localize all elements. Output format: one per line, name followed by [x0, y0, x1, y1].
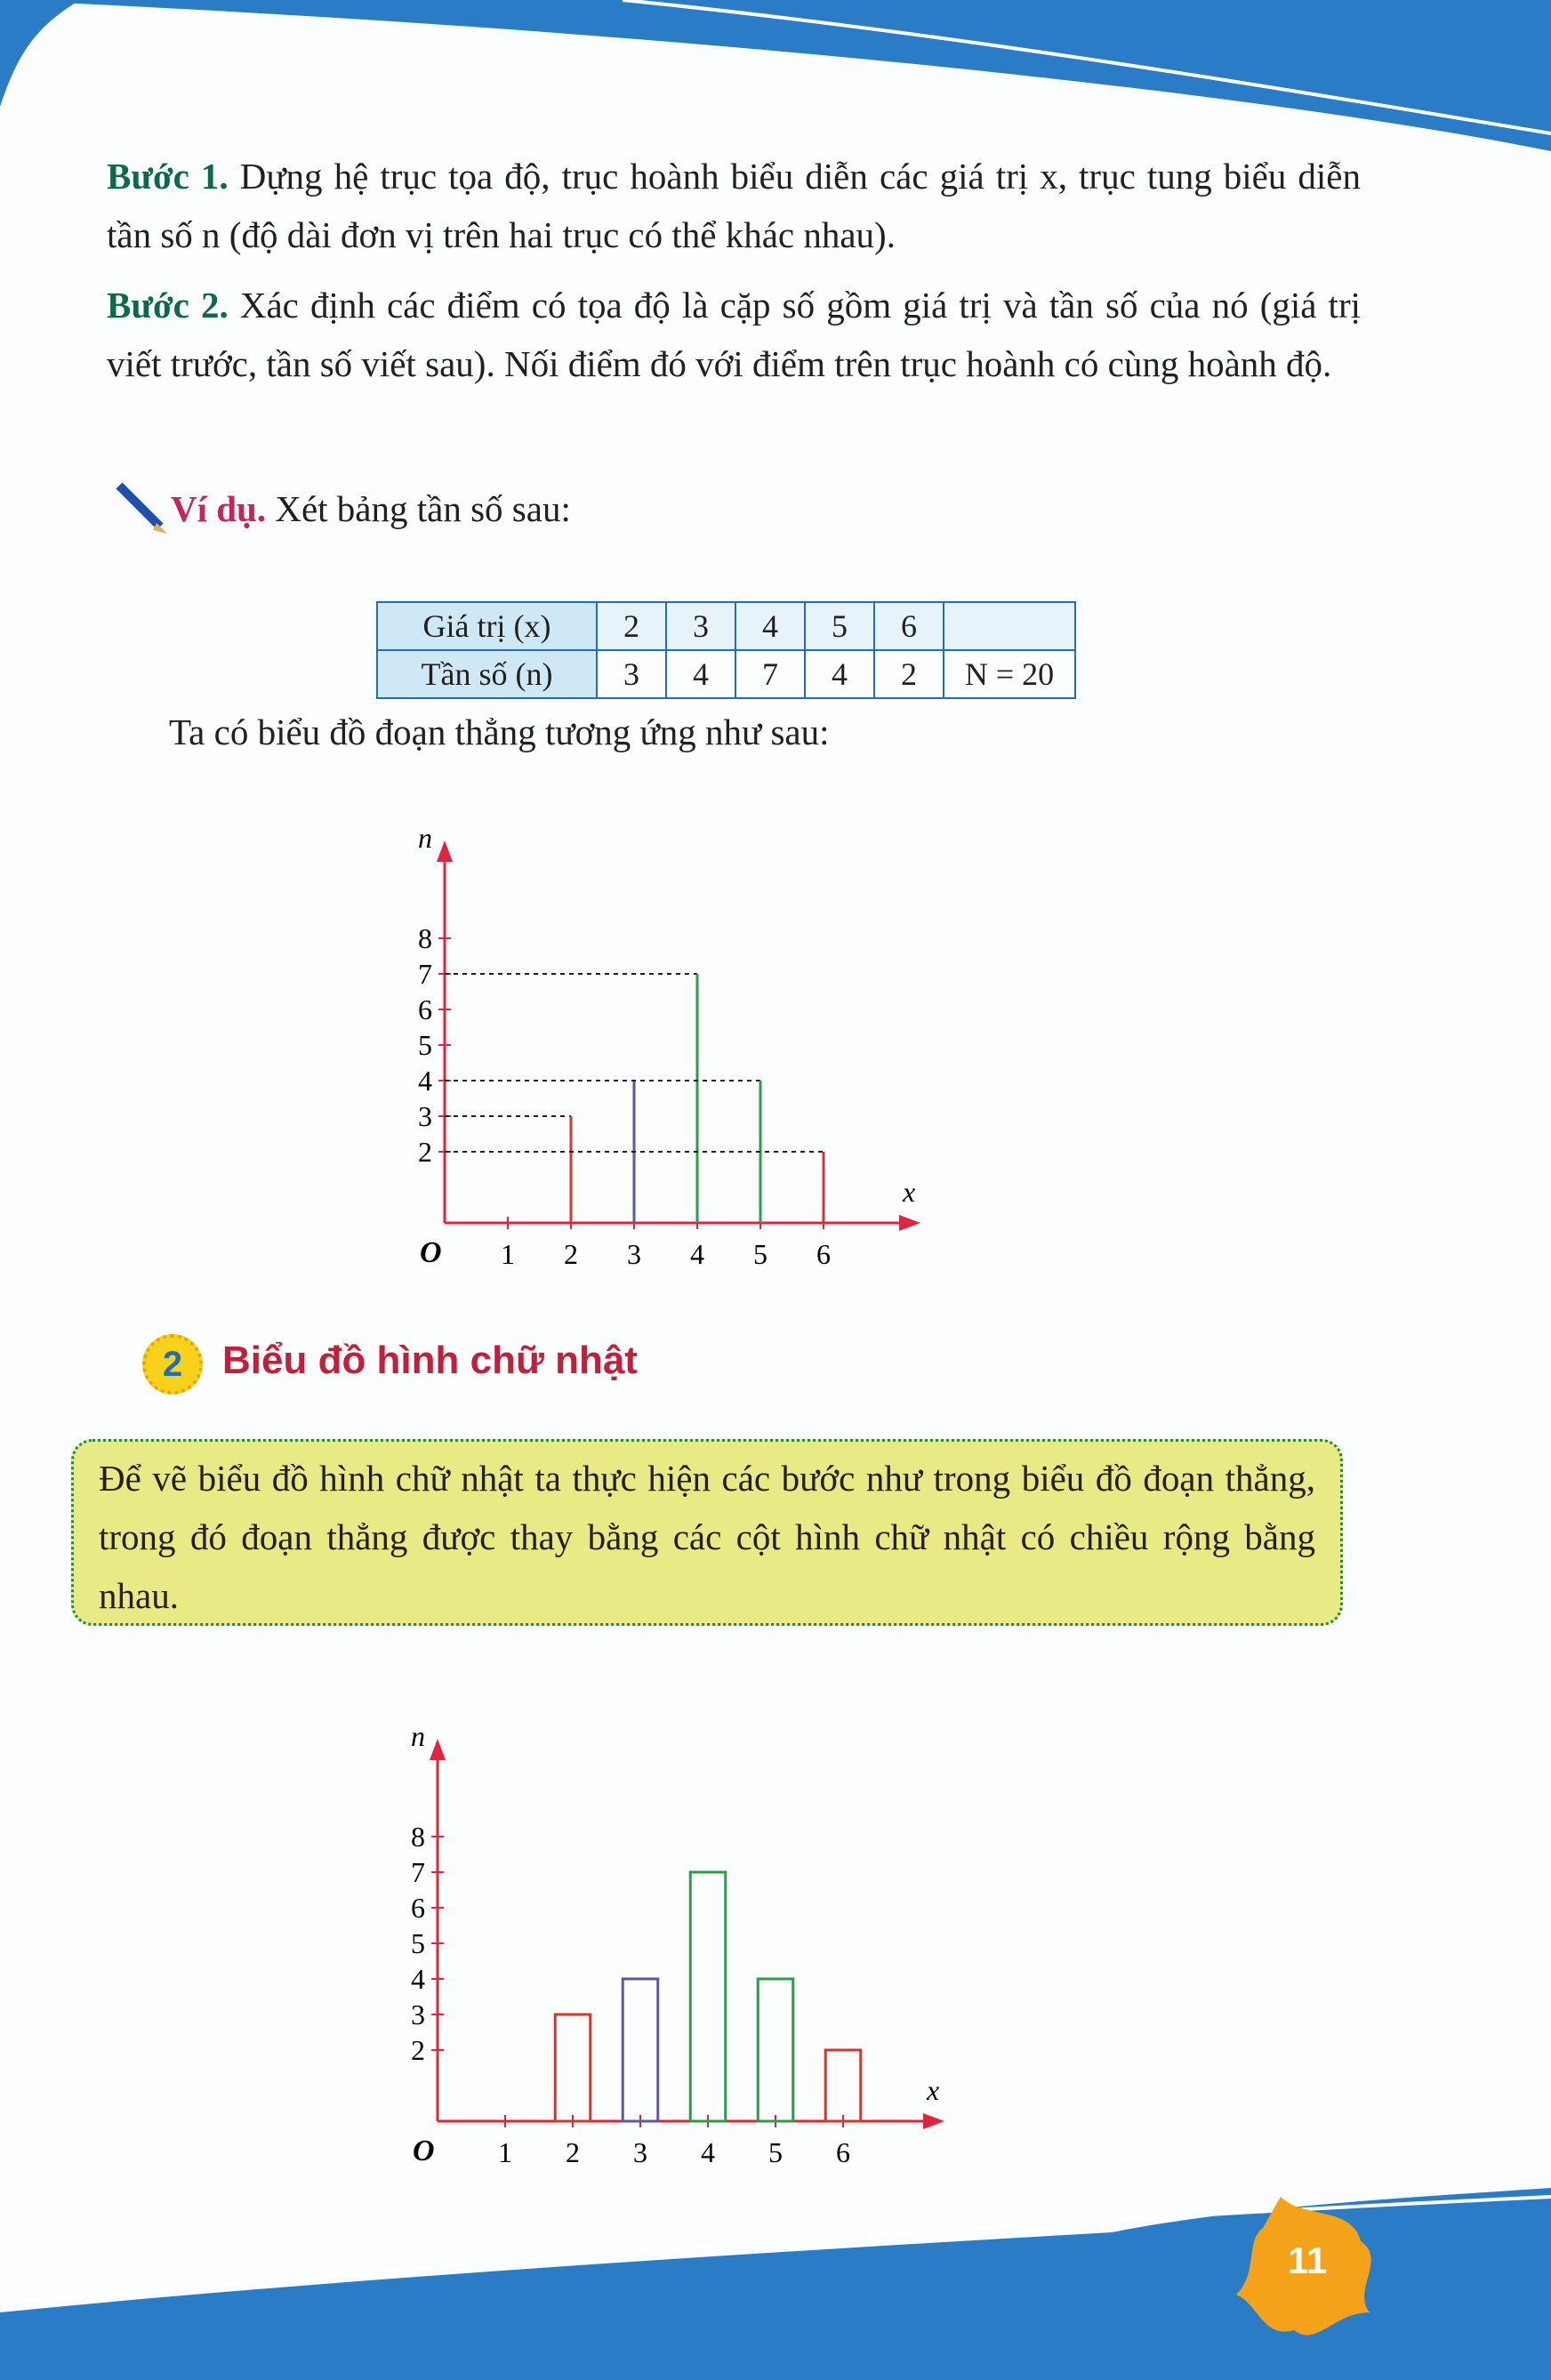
- example-line: [171, 487, 571, 530]
- data-bar: [758, 1979, 793, 2121]
- top-border-band: [0, 0, 1551, 151]
- frequency-cell: 4: [805, 650, 874, 698]
- x-tick-label: 5: [768, 2136, 783, 2168]
- y-axis-label: n: [418, 822, 432, 854]
- y-tick-label: 8: [411, 1821, 425, 1853]
- left-corner-band: [0, 0, 80, 107]
- y-tick-label: 2: [418, 1136, 432, 1168]
- value-cell: 5: [805, 602, 874, 650]
- x-tick-label: 3: [627, 1238, 641, 1270]
- segment-chart: [391, 787, 978, 1303]
- section-number-badge: 2: [142, 1334, 203, 1395]
- x-tick-label: 6: [816, 1238, 831, 1270]
- value-cell: 2: [597, 602, 666, 650]
- frequency-row: [377, 650, 1075, 698]
- y-tick-label: 6: [411, 1892, 425, 1924]
- value-row-header: Giá trị (x): [377, 602, 597, 650]
- x-tick-label: 2: [566, 2136, 580, 2168]
- frequency-table: [376, 601, 1076, 699]
- frequency-cell: 3: [597, 650, 666, 698]
- example-text: Xét bảng tần số sau:: [275, 488, 571, 529]
- x-tick-label: 4: [690, 1238, 704, 1270]
- step-2-label: Bước 2.: [107, 285, 229, 326]
- frequency-cell: 7: [735, 650, 805, 698]
- x-tick-label: 1: [501, 1238, 515, 1270]
- y-tick-label: 6: [418, 993, 432, 1025]
- page-number: 11: [1288, 2239, 1328, 2281]
- x-axis-label: x: [927, 2074, 940, 2106]
- value-cell: 4: [735, 602, 805, 650]
- y-tick-label: 3: [418, 1100, 432, 1132]
- origin-label: O: [420, 1236, 442, 1269]
- data-bar: [825, 2050, 861, 2121]
- empty-cell: [944, 602, 1075, 650]
- y-tick-label: 4: [411, 1963, 425, 1995]
- step-1-paragraph: [107, 147, 1361, 264]
- value-row: [377, 602, 1075, 650]
- total-cell: N = 20: [944, 650, 1075, 698]
- y-tick-label: 8: [418, 922, 432, 954]
- y-axis-arrow: [437, 840, 453, 862]
- chart-caption: Ta có biểu đồ đoạn thẳng tương ứng như sau:: [169, 712, 830, 752]
- y-tick-label: 7: [418, 958, 432, 990]
- step-1-label: Bước 1.: [107, 156, 229, 197]
- y-tick-label: 2: [411, 2034, 425, 2066]
- frequency-cell: 4: [666, 650, 735, 698]
- x-tick-label: 1: [498, 2136, 512, 2168]
- step-2-paragraph: [107, 276, 1361, 393]
- value-cell: 6: [874, 602, 944, 650]
- step-2-text: Xác định các điểm có tọa độ là cặp số gồm giá trị và tần số của nó (giá trị viết trước, tần số viết sau). Nối điểm đó với điểm trên trục hoành có cùng hoành độ.: [107, 285, 1361, 384]
- frequency-row-header: Tần số (n): [377, 650, 597, 698]
- data-bar: [690, 1872, 726, 2121]
- x-axis-arrow: [923, 2113, 944, 2129]
- definition-note-box: [71, 1439, 1343, 1626]
- y-axis-label: n: [411, 1720, 425, 1752]
- value-cell: 3: [666, 602, 735, 650]
- frequency-cell: 2: [874, 650, 944, 698]
- data-bar: [555, 2014, 591, 2121]
- example-label: Ví dụ.: [171, 488, 267, 529]
- y-tick-label: 4: [418, 1065, 432, 1097]
- y-tick-label: 5: [411, 1927, 425, 1959]
- pencil-icon: [114, 480, 169, 535]
- y-axis-arrow: [430, 1739, 446, 1760]
- section-title: Biểu đồ hình chữ nhật: [222, 1339, 638, 1382]
- x-tick-label: 5: [753, 1238, 767, 1270]
- x-tick-label: 3: [633, 2136, 647, 2168]
- y-tick-label: 5: [418, 1029, 432, 1061]
- definition-note-text: Để vẽ biểu đồ hình chữ nhật ta thực hiện các bước như trong biểu đồ đoạn thẳng, trong đó đoạn thẳng được thay bằng các cột hình chữ nhật có chiều rộng bằng nhau.: [99, 1458, 1315, 1616]
- x-tick-label: 2: [564, 1238, 578, 1270]
- data-bar: [623, 1979, 658, 2121]
- x-tick-label: 6: [836, 2136, 850, 2168]
- y-tick-label: 7: [411, 1856, 425, 1888]
- x-axis-label: x: [903, 1176, 916, 1208]
- x-tick-label: 4: [701, 2136, 715, 2168]
- origin-label: O: [413, 2135, 435, 2167]
- rectangle-chart: [391, 1641, 978, 2175]
- y-tick-label: 3: [411, 1998, 425, 2030]
- step-1-text: Dựng hệ trục tọa độ, trục hoành biểu diễn các giá trị x, trục tung biểu diễn tần số n (độ dài đơn vị trên hai trục có thể khác nhau).: [107, 156, 1361, 255]
- x-axis-arrow: [899, 1215, 920, 1231]
